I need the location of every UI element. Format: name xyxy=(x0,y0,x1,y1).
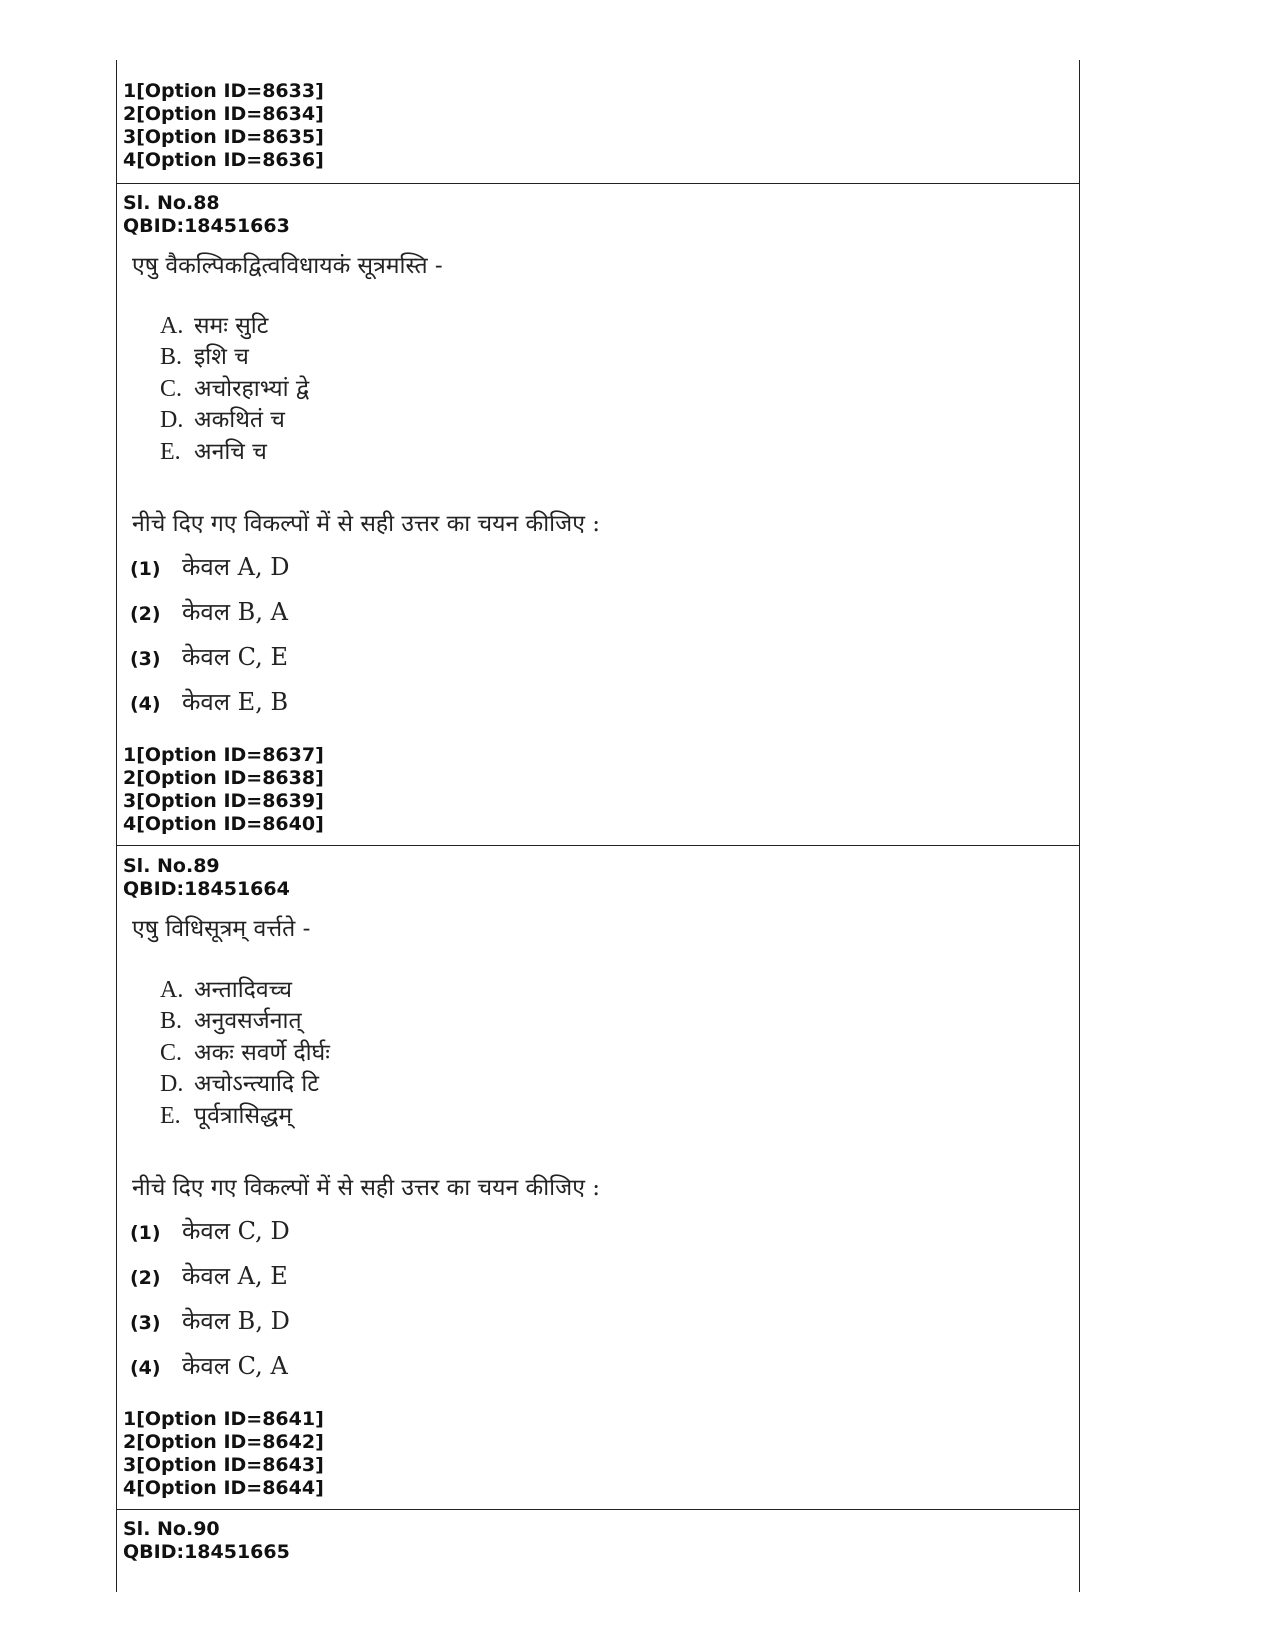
answer-option-3[interactable]: (3) केवल B, D xyxy=(130,1307,290,1335)
option-id-2: 2[Option ID=8638] xyxy=(123,767,324,789)
answer-option-1[interactable]: (1) केवल A, D xyxy=(130,553,290,581)
top-option-id-3: 3[Option ID=8635] xyxy=(123,126,324,148)
statement-b: B. इशि च xyxy=(160,344,249,370)
statement-e: E. पूर्वत्रासिद्धम् xyxy=(160,1103,293,1129)
sl-no-label: Sl. No.89 xyxy=(123,855,220,877)
instruction-text: नीचे दिए गए विकल्पों में से सही उत्तर का चयन कीजिए : xyxy=(132,1175,600,1201)
statement-c: C. अकः सवर्णे दीर्घः xyxy=(160,1040,330,1066)
qbid-label: QBID:18451665 xyxy=(123,1541,290,1563)
row-divider xyxy=(116,845,1080,846)
statement-a: A. अन्तादिवच्च xyxy=(160,977,292,1003)
statement-e: E. अनचि च xyxy=(160,439,267,465)
statement-d: D. अकथितं च xyxy=(160,407,285,433)
top-option-id-2: 2[Option ID=8634] xyxy=(123,103,324,125)
answer-option-4[interactable]: (4) केवल C, A xyxy=(130,1352,288,1380)
row-divider xyxy=(116,183,1080,184)
top-option-id-1: 1[Option ID=8633] xyxy=(123,80,324,102)
question-text: एषु विधिसूत्रम् वर्त्तते - xyxy=(132,916,311,942)
qbid-label: QBID:18451664 xyxy=(123,878,290,900)
answer-option-1[interactable]: (1) केवल C, D xyxy=(130,1217,290,1245)
answer-option-4[interactable]: (4) केवल E, B xyxy=(130,688,289,716)
option-id-4: 4[Option ID=8640] xyxy=(123,813,324,835)
sl-no-label: Sl. No.88 xyxy=(123,192,220,214)
option-id-3: 3[Option ID=8639] xyxy=(123,790,324,812)
qbid-label: QBID:18451663 xyxy=(123,215,290,237)
option-id-4: 4[Option ID=8644] xyxy=(123,1477,324,1499)
option-id-1: 1[Option ID=8641] xyxy=(123,1408,324,1430)
top-option-id-4: 4[Option ID=8636] xyxy=(123,149,324,171)
option-id-1: 1[Option ID=8637] xyxy=(123,744,324,766)
sl-no-label: Sl. No.90 xyxy=(123,1518,220,1540)
answer-option-3[interactable]: (3) केवल C, E xyxy=(130,643,288,671)
statement-c: C. अचोरहाभ्यां द्वे xyxy=(160,376,310,402)
statement-a: A. समः सुटि xyxy=(160,313,269,339)
instruction-text: नीचे दिए गए विकल्पों में से सही उत्तर का चयन कीजिए : xyxy=(132,511,600,537)
option-id-3: 3[Option ID=8643] xyxy=(123,1454,324,1476)
answer-option-2[interactable]: (2) केवल A, E xyxy=(130,1262,288,1290)
option-id-2: 2[Option ID=8642] xyxy=(123,1431,324,1453)
statement-b: B. अनुवसर्जनात् xyxy=(160,1008,302,1034)
question-text: एषु वैकल्पिकद्वित्वविधायकं सूत्रमस्ति - xyxy=(132,253,443,279)
row-divider xyxy=(116,1509,1080,1510)
statement-d: D. अचोऽन्त्यादि टि xyxy=(160,1071,319,1097)
answer-option-2[interactable]: (2) केवल B, A xyxy=(130,598,288,626)
